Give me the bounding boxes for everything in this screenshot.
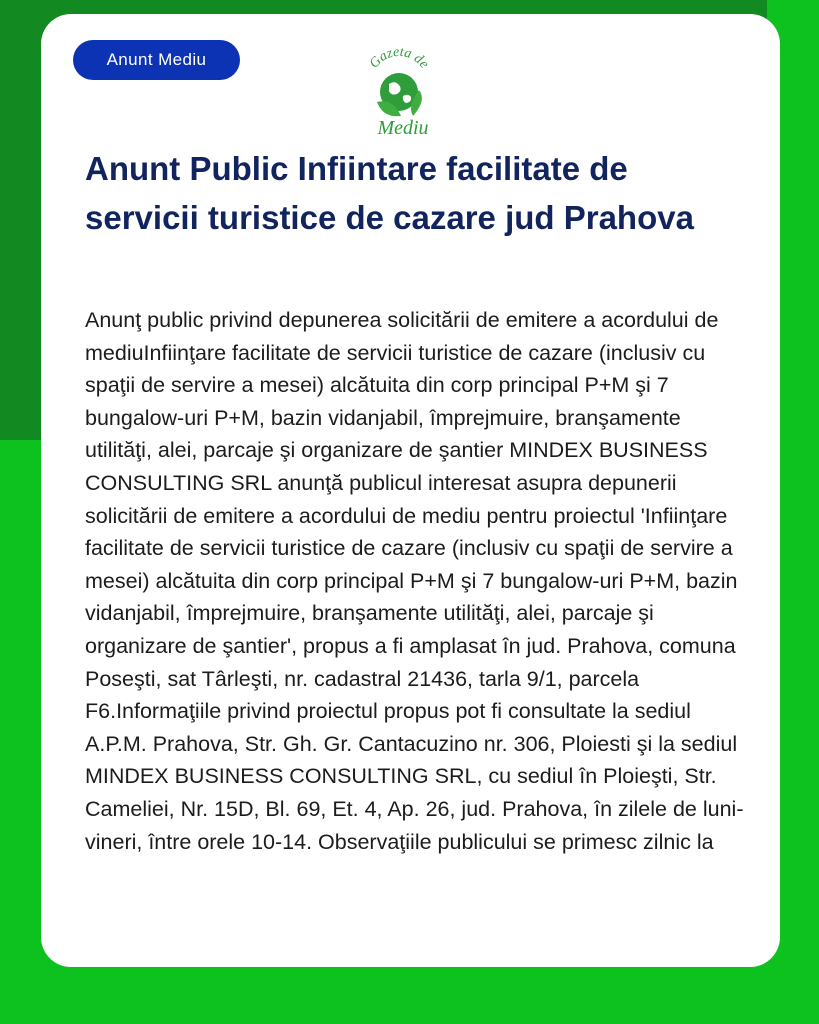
announcement-body: Anunţ public privind depunerea solicitării de emitere a acordului de mediuInfiinţare facilitate de servicii turistice de cazare (inclusiv cu spaţii de servire a mesei) alcătuita din corp principal P+M şi 7 bungalow-uri P+M, bazin vidanjabil, împrejmuire, branşamente utilităţi, alei, parcaje şi organizare de şantier MINDEX BUSINESS CONSULTING SRL anunţă publicul interesat asupra depunerii solicitării de emitere a acordului de mediu pentru proiectul 'Infiinţare facilitate de servicii turistice de cazare (inclusiv cu spaţii de servire a mesei) alcătuita din corp principal P+M şi 7 bungalow-uri P+M, bazin vidanjabil, împrejmuire, branşamente utilităţi, alei, parcaje şi organizare de şantier', propus a fi amplasat în jud. Prahova, comuna Poseşti, sat Târleşti, nr. cadastral 21436, tarla 9/1, parcela F6.Informaţiile privind proiectul propus pot fi consultate la sediul A.P.M. Prahova, Str. Gh. Gr. Cantacuzino nr. 306, Ploiesti şi la sediul MINDEX BUSINESS CONSULTING SRL, cu sediul în Ploieşti, Str. Cameliei, Nr. 15D, Bl. 69, Et. 4, Ap. 26, jud. Prahova, în zilele de luni-vineri, între orele 10-14. Observaţiile publicului se primesc zilnic la [85,308,744,854]
svg-text:Gazeta de [367,45,432,72]
category-badge[interactable]: Anunt Mediu [73,40,240,80]
announcement-card [41,14,780,967]
headline: Anunt Public Infiintare facilitate de servicii turistice de cazare jud Prahova [85,150,694,236]
logo-top-text: Gazeta de [366,44,432,72]
logo-bottom-text: Mediu [377,117,429,139]
gazeta-de-mediu-logo [357,38,441,142]
